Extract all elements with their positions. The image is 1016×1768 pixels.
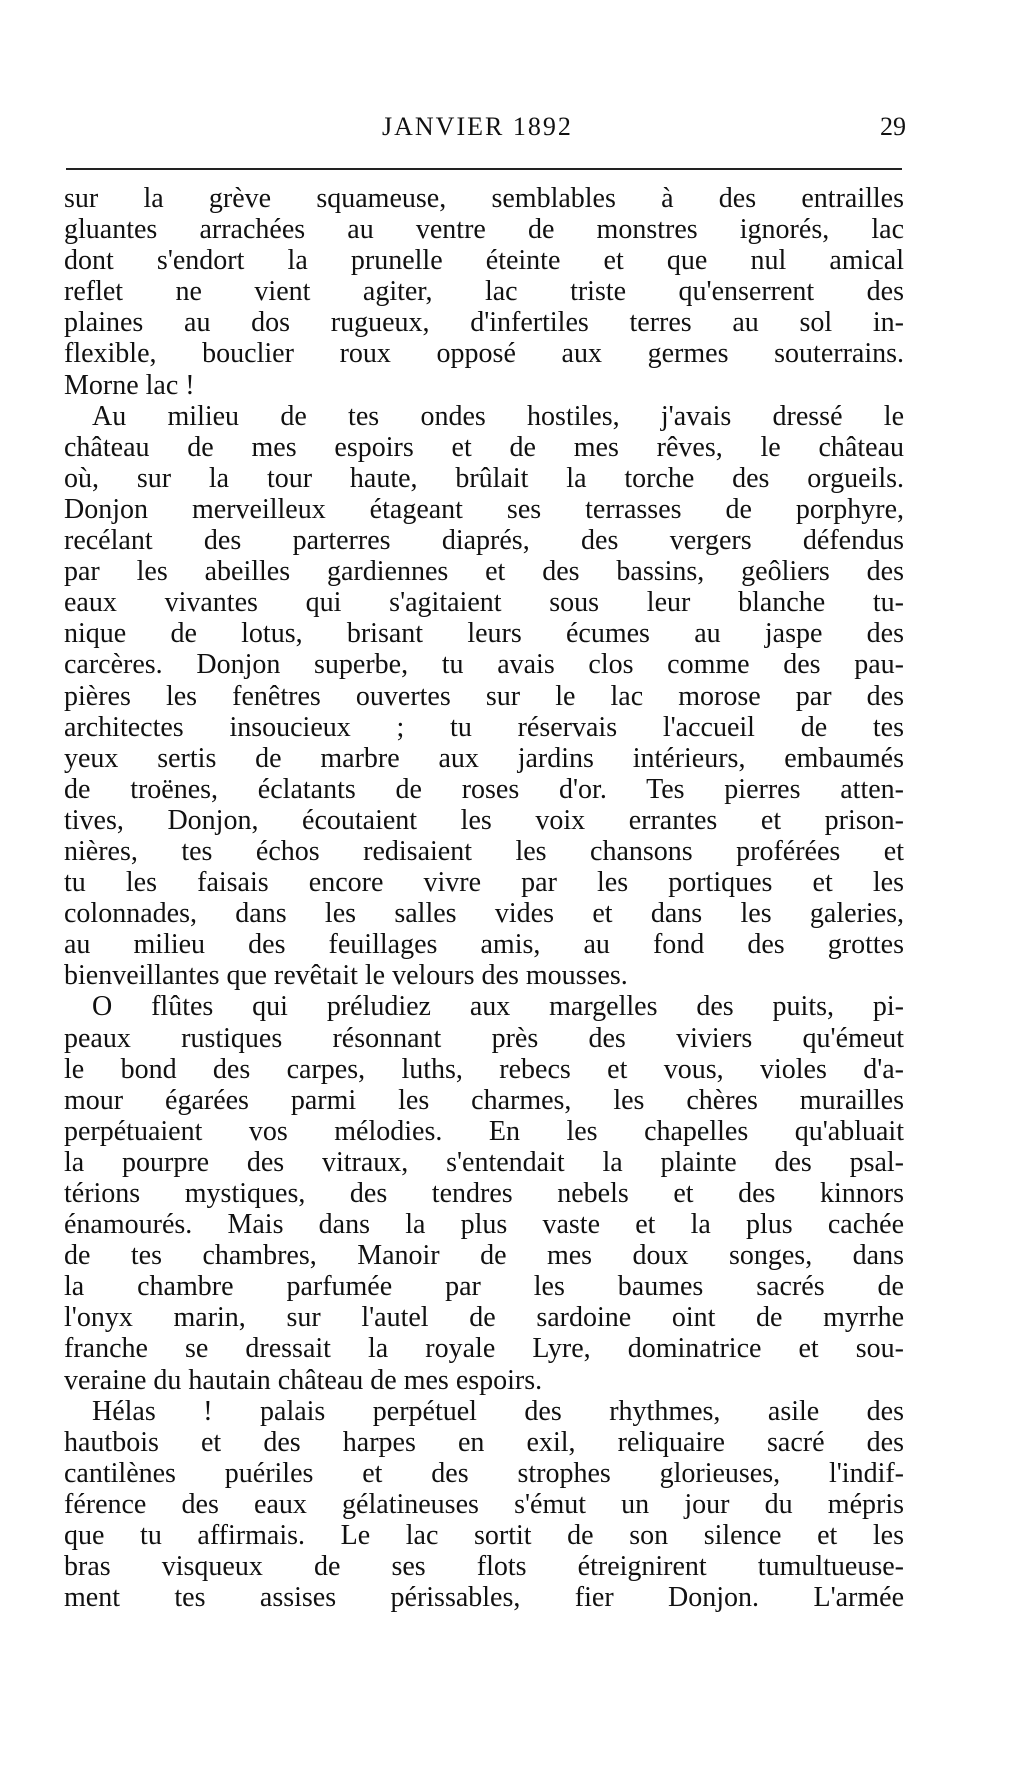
text-line: térions mystiques, des tendres nebels et des kinnors [64, 1178, 904, 1209]
text-line: tives, Donjon, écoutaient les voix errantes et prison- [64, 804, 904, 836]
text-line: de tes chambres, Manoir de mes doux songes, dans [64, 1240, 904, 1272]
text-line: peaux rustiques résonnant près des viviers qu'émeut [64, 1022, 904, 1054]
text-line: au milieu des feuillages amis, au fond des grottes [64, 929, 904, 961]
body-text [64, 183, 904, 1613]
text-line: veraine du hautain château de mes espoirs. [64, 1364, 543, 1396]
text-line: mour égarées parmi les charmes, les chères murailles [64, 1084, 904, 1116]
text-line: yeux sertis de marbre aux jardins intérieurs, embaumés [64, 742, 904, 774]
text-line: tu les faisais encore vivre par les portiques et les [64, 867, 904, 899]
text-line: Au milieu de tes ondes hostiles, j'avais dressé le [92, 400, 904, 432]
text-line: nières, tes échos redisaient les chansons proférées et [64, 835, 904, 867]
text-line: colonnades, dans les salles vides et dans les galeries, [64, 898, 904, 930]
text-line: gluantes arrachées au ventre de monstres ignorés, lac [64, 214, 904, 246]
text-line: pières les fenêtres ouvertes sur le lac morose par des [64, 680, 904, 712]
running-title: JANVIER 1892 [382, 112, 573, 141]
text-line: de troënes, éclatants de roses d'or. Tes pierres atten- [64, 773, 904, 805]
text-line: carcères. Donjon superbe, tu avais clos comme des pau- [64, 649, 904, 681]
text-line: le bond des carpes, luths, rebecs et vous, violes d'a- [64, 1053, 904, 1085]
text-line: recélant des parterres diaprés, des vergers défendus [64, 525, 904, 557]
text-line: bienveillantes que revêtait le velours des mousses. [64, 960, 628, 992]
text-line: O flûtes qui préludiez aux margelles des puits, pi- [92, 991, 904, 1023]
text-line: la pourpre des vitraux, s'entendait la plainte des psal- [64, 1146, 904, 1178]
text-line: par les abeilles gardiennes et des bassins, geôliers des [64, 556, 904, 588]
text-line: flexible, bouclier roux opposé aux germes souterrains. [64, 338, 904, 370]
text-line: Morne lac ! [64, 369, 195, 401]
text-line: Donjon merveilleux étageant ses terrasses de porphyre, [64, 493, 904, 525]
text-line: architectes insoucieux ; tu réservais l'accueil de tes [64, 711, 904, 743]
text-line: que tu affirmais. Le lac sortit de son silence et les [64, 1520, 904, 1552]
text-line: la chambre parfumée par les baumes sacrés de [64, 1271, 904, 1303]
text-line: dont s'endort la prunelle éteinte et que nul amical [64, 245, 904, 277]
text-line: plaines au dos rugueux, d'infertiles terres au sol in- [64, 307, 904, 339]
text-line: bras visqueux de ses flots étreignirent tumultueuse- [64, 1551, 904, 1583]
text-line: hautbois et des harpes en exil, reliquaire sacré des [64, 1426, 904, 1458]
text-line: reflet ne vient agiter, lac triste qu'enserrent des [64, 276, 904, 308]
page-number: 29 [880, 112, 906, 141]
text-line: sur la grève squameuse, semblables à des entrailles [64, 183, 904, 214]
text-line: franche se dressait la royale Lyre, dominatrice et sou- [64, 1333, 904, 1365]
header-rule [66, 168, 902, 170]
text-line: où, sur la tour haute, brûlait la torche des orgueils. [64, 462, 904, 494]
text-line: cantilènes puériles et des strophes glorieuses, l'indif- [64, 1457, 904, 1489]
text-line: eaux vivantes qui s'agitaient sous leur blanche tu- [64, 587, 904, 619]
text-line: Hélas ! palais perpétuel des rhythmes, asile des [92, 1395, 904, 1427]
text-line: nique de lotus, brisant leurs écumes au jaspe des [64, 618, 904, 650]
text-line: férence des eaux gélatineuses s'émut un jour du mépris [64, 1488, 904, 1520]
text-line: perpétuaient vos mélodies. En les chapelles qu'abluait [64, 1115, 904, 1147]
running-head [60, 112, 906, 152]
text-line: château de mes espoirs et de mes rêves, le château [64, 431, 904, 463]
text-line: l'onyx marin, sur l'autel de sardoine oint de myrrhe [64, 1302, 904, 1334]
text-line: énamourés. Mais dans la plus vaste et la plus cachée [64, 1209, 904, 1241]
text-line: ment tes assises périssables, fier Donjon. L'armée [64, 1582, 904, 1614]
